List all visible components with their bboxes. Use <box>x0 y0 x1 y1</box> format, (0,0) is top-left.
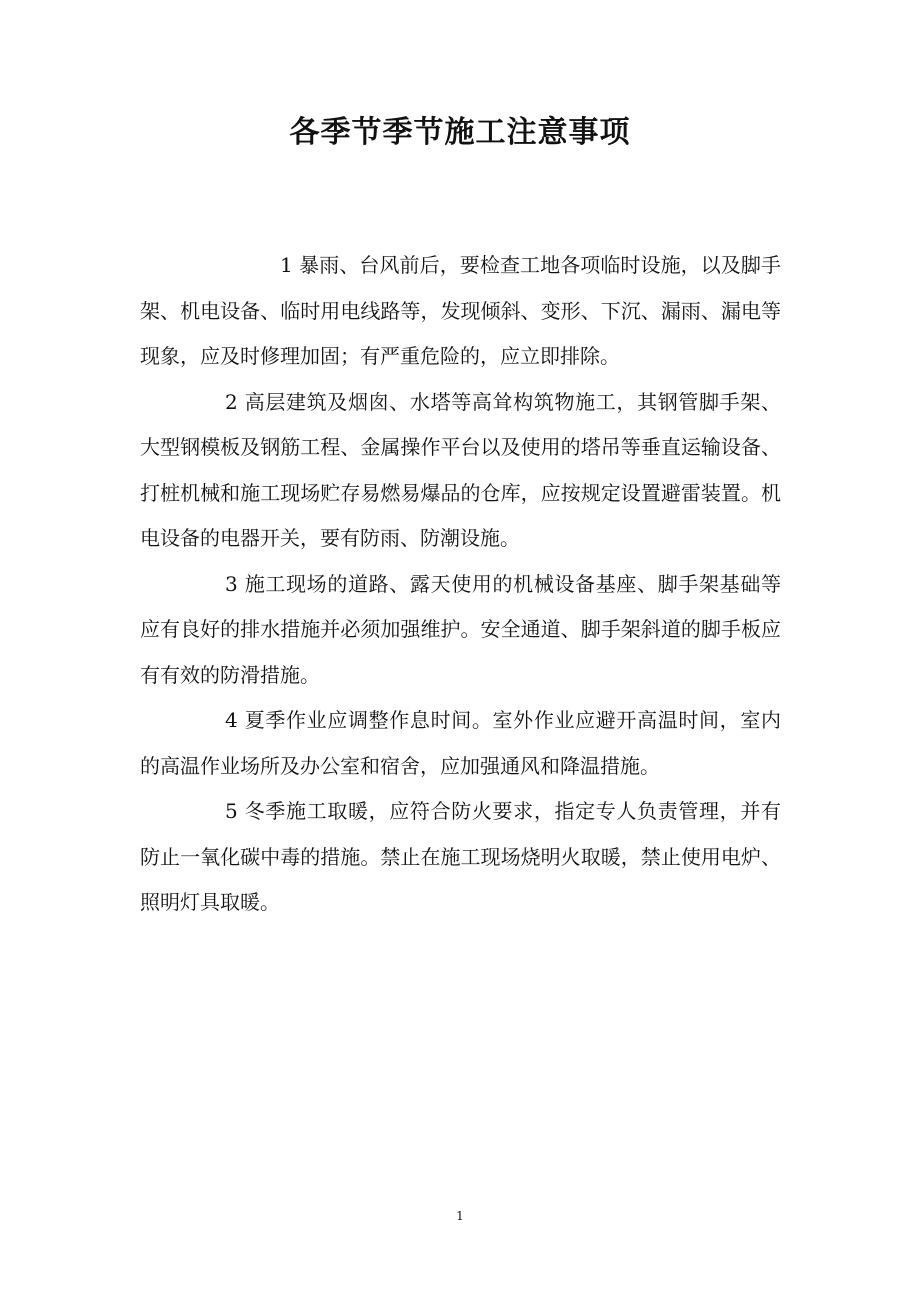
page-number: 1 <box>456 1209 464 1223</box>
document-title: 各季节季节施工注意事项 <box>289 115 631 150</box>
document-body <box>140 243 781 926</box>
paragraph-3: 3 施工现场的道路、露天使用的机械设备基座、脚手架基础等应有良好的排水措施并必须加强维护。安全通道、脚手架斜道的脚手板应有有效的防滑措施。 <box>140 571 781 687</box>
paragraph-4: 4 夏季作业应调整作息时间。室外作业应避开高温时间，室内的高温作业场所及办公室和宿舍，应加强通风和降温措施。 <box>140 708 781 778</box>
paragraph-1: 1 暴雨、台风前后，要检查工地各项临时设施，以及脚手架、机电设备、临时用电线路等，发现倾斜、变形、下沉、漏雨、漏电等现象，应及时修理加固；有严重危险的，应立即排除。 <box>140 253 781 368</box>
paragraph-5: 5 冬季施工取暖，应符合防火要求，指定专人负责管理，并有防止一氧化碳中毒的措施。禁止在施工现场烧明火取暖，禁止使用电炉、照明灯具取暖。 <box>140 799 781 914</box>
paragraph-2: 2 高层建筑及烟囱、水塔等高耸构筑物施工，其钢管脚手架、大型钢模板及钢筋工程、金属操作平台以及使用的塔吊等垂直运输设备、打桩机械和施工现场贮存易燃易爆品的仓库，应按规定设置避雷装置。机电设备的电器开关，要有防雨、防潮设施。 <box>140 389 781 550</box>
